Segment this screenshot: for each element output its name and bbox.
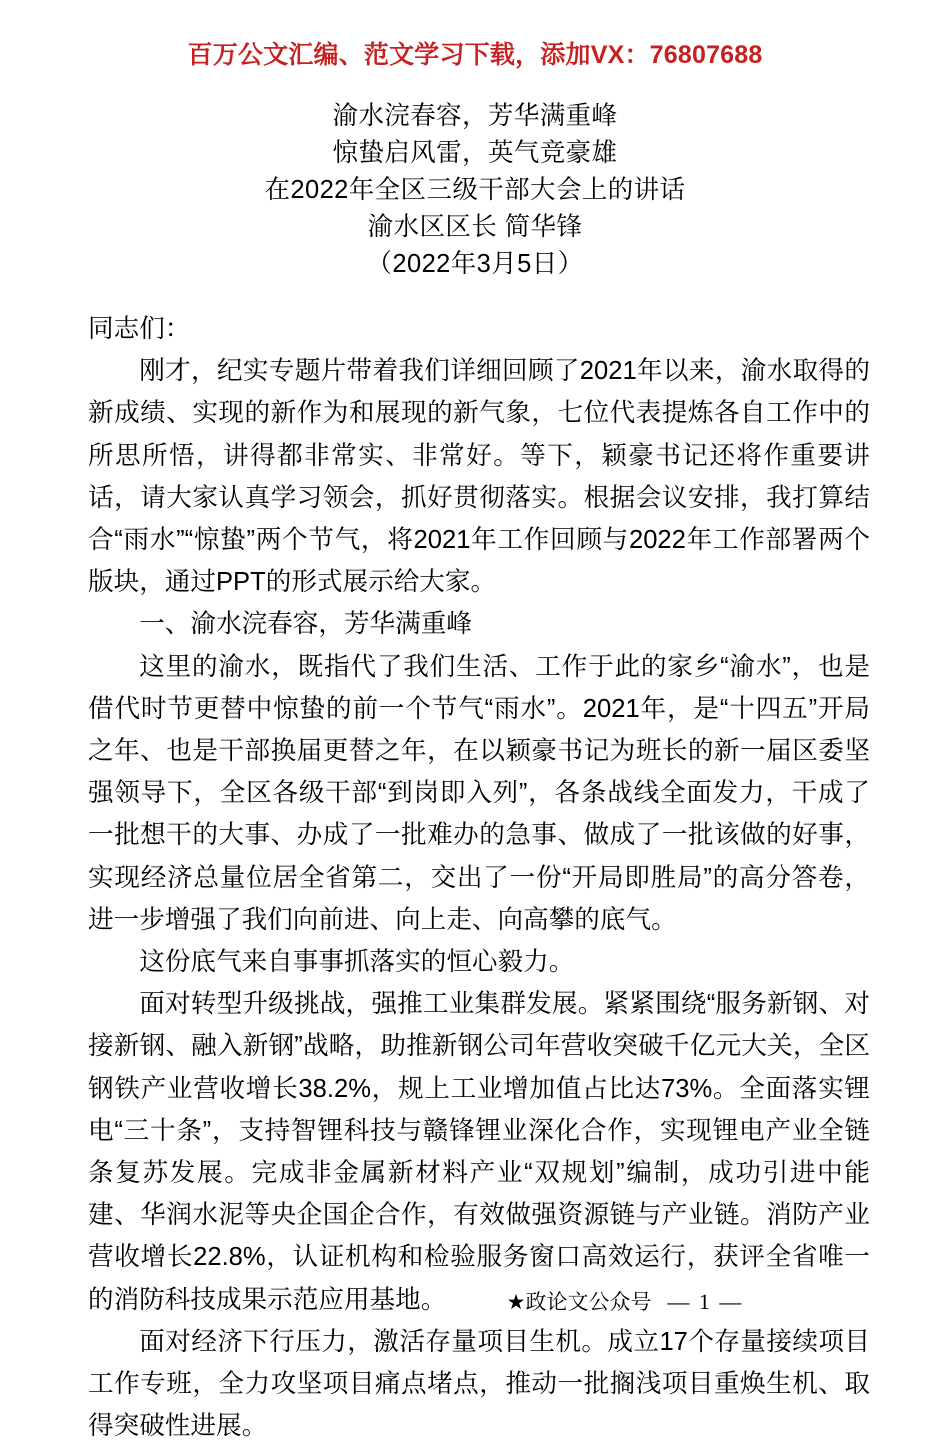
page-footer [0, 1288, 950, 1317]
footer-inner [207, 1288, 744, 1317]
paragraph-5: 面对经济下行压力，激活存量项目生机。成立17个存量接续项目工作专班，全力攻坚项目痛点堵点，推动一批搁浅项目重焕生机、取得突破性进展。 [88, 1327, 870, 1441]
section-heading-1: 一、渝水浣春容，芳华满重峰 [139, 610, 472, 639]
paragraph-3: 这份底气来自事事抓落实的恒心毅力。 [139, 948, 575, 977]
title-line-2: 惊蛰启风雷，英气竞豪雄 [332, 139, 618, 167]
title-author: 渝水区区长 简华锋 [367, 213, 583, 241]
footer-brand-label: 政论文公众号 [525, 1291, 652, 1314]
promo-header-banner: 百万公文汇编、范文学习下载，添加VX：76807688 [187, 41, 763, 69]
star-icon: ★ [506, 1291, 526, 1314]
title-line-1: 渝水浣春容，芳华满重峰 [332, 102, 618, 130]
paragraph-1: 刚才，纪实专题片带着我们详细回顾了2021年以来，渝水取得的新成绩、实现的新作为和展现的新气象，七位代表提炼各自工作中的所思所悟，讲得都非常实、非常好。等下，颖豪书记还将作重要讲话，请大家认真学习领会，抓好贯彻落实。根据会议安排，我打算结合“雨水”“惊蛰”两个节气，将2021年工作回顾与2022年工作部署两个版块，通过PPT的形式展示给大家。 [88, 357, 870, 597]
title-date: （2022年3月5日） [366, 250, 584, 278]
paragraph-2: 这里的渝水，既指代了我们生活、工作于此的家乡“渝水”，也是借代时节更替中惊蛰的前一个节气“雨水”。2021年，是“十四五”开局之年、也是干部换届更替之年，在以颖豪书记为班长的新一届区委坚强领导下，全区各级干部“到岗即入列”，各条战线全面发力，干成了一批想干的大事、办成了一批难办的急事、做成了一批该做的好事，实现经济总量位居全省第二，交出了一份“开局即胜局”的高分答卷，进一步增强了我们向前进、向上走、向高攀的底气。 [88, 652, 870, 934]
salutation: 同志们： [88, 315, 191, 343]
document-title-block [0, 98, 950, 283]
title-line-3: 在2022年全区三级干部大会上的讲话 [264, 176, 686, 204]
document-body [88, 308, 870, 1447]
page-number: — 1 — [667, 1289, 744, 1314]
paragraph-4: 面对转型升级挑战，强推工业集群发展。紧紧围绕“服务新钢、对接新钢、融入新钢”战略，助推新钢公司年营收突破千亿元大关，全区钢铁产业营收增长38.2%，规上工业增加值占比达73%。全面落实锂电“三十条”，支持智锂科技与赣锋锂业深化合作，实现锂电产业全链条复苏发展。完成非金属新材料产业“双规划”编制，成功引进中能建、华润水泥等央企国企合作，有效做强资源链与产业链。消防产业营收增长22.8%，认证机构和检验服务窗口高效运行，获评全省唯一的消防科技成果示范应用基地。 [88, 990, 870, 1314]
